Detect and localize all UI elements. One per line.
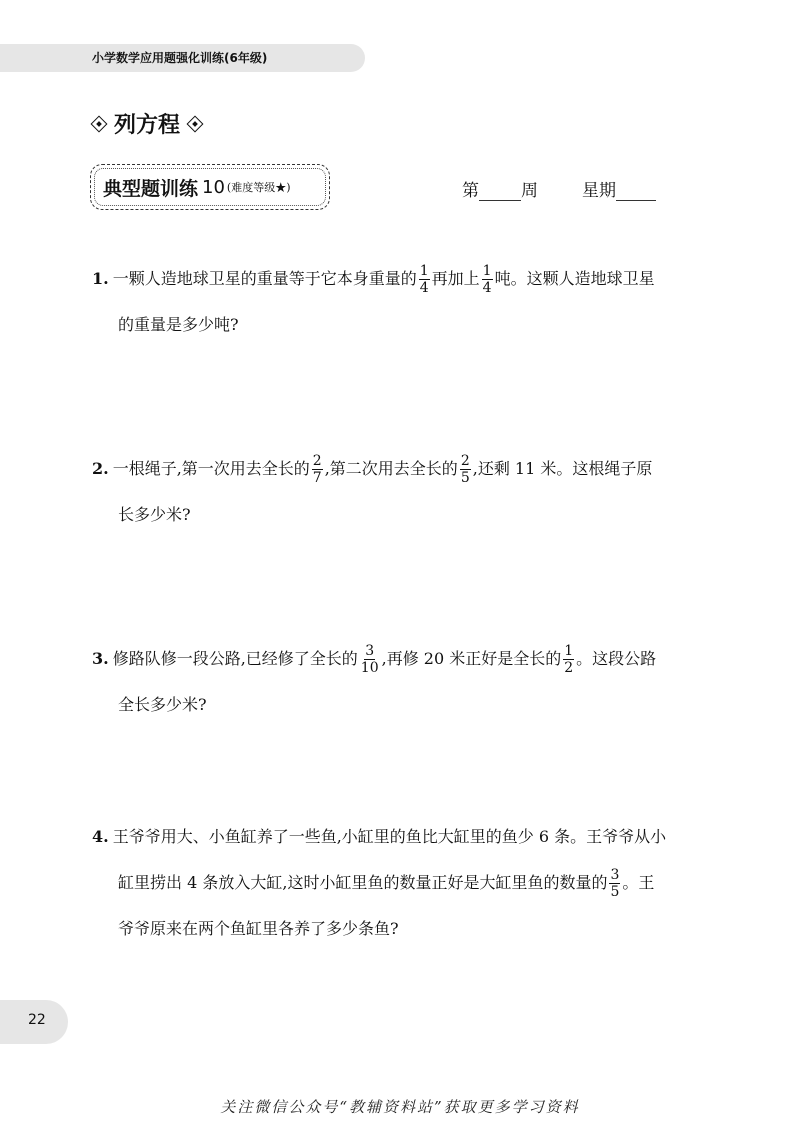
diamond-icon — [92, 117, 106, 131]
section-title-text: 列方程 — [114, 113, 181, 138]
exercise-label: 典型题训练 — [103, 177, 199, 200]
week-label: 周 — [521, 181, 538, 201]
question-number: 4. — [92, 827, 109, 846]
week-blank[interactable] — [479, 182, 521, 201]
fraction: $\frac{1}{4}$ — [419, 263, 429, 296]
question-3: 3. 修路队修一段公路,已经修了全长的 $\frac{3}{10}$ ,再修 20 米正好是全长的 $\frac{1}{2}$ 。这段公路 全长多少米? — [92, 643, 657, 714]
fraction: $\frac{3}{10}$ — [360, 643, 379, 676]
question-number: 2. — [92, 459, 109, 478]
diamond-icon — [188, 117, 202, 131]
question-number: 1. — [92, 269, 109, 288]
week-prefix: 第 — [462, 181, 479, 201]
fraction: $\frac{1}{2}$ — [564, 643, 574, 676]
fraction: $\frac{1}{4}$ — [482, 263, 492, 296]
date-fields — [462, 176, 656, 201]
weekday-blank[interactable] — [616, 182, 656, 201]
exercise-number: 10 — [202, 176, 225, 198]
question-4: 4. 王爷爷用大、小鱼缸养了一些鱼,小缸里的鱼比大缸里的鱼少 6 条。王爷爷从小 缸里捞出 4 条放入大缸,这时小缸里鱼的数量正好是大缸里鱼的数量的 $\frac{3}{5}$ 。王 爷爷原来在两个鱼缸里各养了多少条鱼? — [92, 827, 667, 938]
question-1: 1. 一颗人造地球卫星的重量等于它本身重量的 $\frac{1}{4}$ 再加上 $\frac{1}{4}$ 吨。这颗人造地球卫星 的重量是多少吨? — [92, 263, 655, 334]
fraction: $\frac{2}{5}$ — [460, 453, 470, 486]
fraction: $\frac{2}{7}$ — [312, 453, 322, 486]
page-number: 22 — [28, 1012, 46, 1028]
footer-note: 关注微信公众号“教辅资料站”获取更多学习资料 — [220, 1098, 580, 1116]
weekday-label: 星期 — [582, 181, 616, 201]
section-title — [92, 108, 202, 139]
difficulty-label: (难度等级★) — [226, 181, 291, 194]
question-number: 3. — [92, 649, 109, 668]
fraction: $\frac{3}{5}$ — [610, 867, 620, 900]
running-header: 小学数学应用题强化训练(6年级) — [92, 51, 268, 65]
question-2: 2. 一根绳子,第一次用去全长的 $\frac{2}{7}$ ,第二次用去全长的 $\frac{2}{5}$ ,还剩 11 米。这根绳子原 长多少米? — [92, 453, 653, 524]
exercise-label-box — [90, 164, 330, 210]
